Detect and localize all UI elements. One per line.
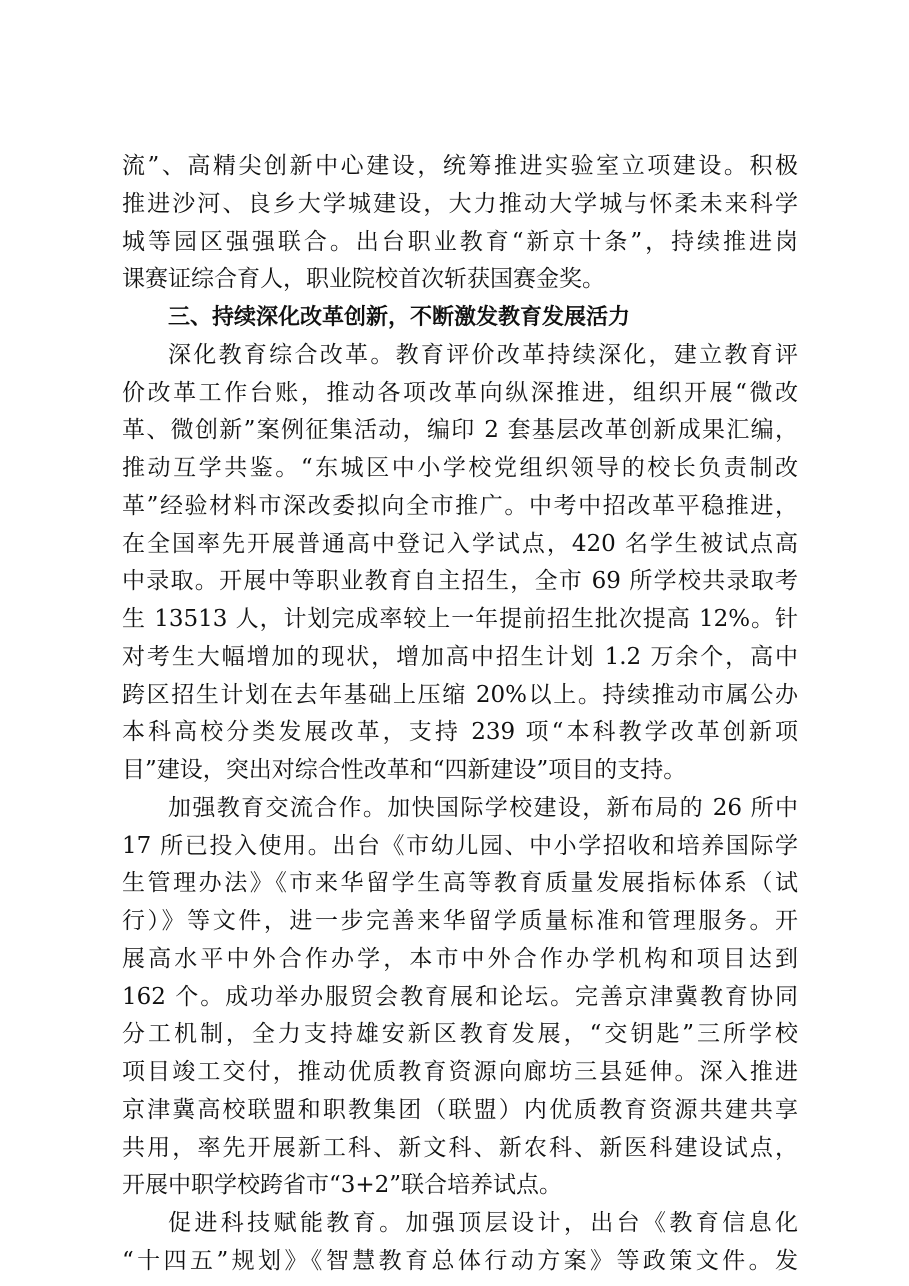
text-line: 流”、高精尖创新中心建设，统筹推进实验室立项建设。积极 — [122, 153, 798, 179]
paragraph-first-line: 加强教育交流合作。加快国际学校建设，新布局的 26 所中 — [168, 794, 798, 821]
text-line: 生管理办法》《市来华留学生高等教育质量发展指标体系（试 — [122, 870, 798, 897]
text-line: 展高水平中外合作办学，本市中外合作办学机构和项目达到 — [122, 945, 798, 972]
text-line: 跨区招生计划在去年基础上压缩 20%以上。持续推动市属公办 — [122, 681, 798, 708]
text-line: 中录取。开展中等职业教育自主招生，全市 69 所学校共录取考 — [122, 568, 798, 595]
text-line: 京津冀高校联盟和职教集团（联盟）内优质教育资源共建共享 — [122, 1096, 798, 1123]
document-body — [122, 148, 798, 1281]
text-line: 17 所已投入使用。出台《市幼儿园、中小学招收和培养国际学 — [122, 832, 798, 859]
text-line: 革、微创新”案例征集活动，编印 2 套基层改革创新成果汇编， — [122, 417, 798, 444]
text-line: 162 个。成功举办服贸会教育展和论坛。完善京津冀教育协同 — [122, 983, 798, 1010]
text-line: 课赛证综合育人，职业院校首次斩获国赛金奖。 — [122, 266, 605, 293]
text-line: 对考生大幅增加的现状，增加高中招生计划 1.2 万余个，高中 — [122, 643, 798, 670]
text-line: 生 13513 人，计划完成率较上一年提前招生批次提高 12%。针 — [122, 606, 798, 632]
paragraph-first-line: 促进科技赋能教育。加强顶层设计，出台《教育信息化 — [168, 1210, 798, 1236]
text-line: 开展中职学校跨省市“3+2”联合培养试点。 — [122, 1172, 563, 1199]
text-line: 项目竣工交付，推动优质教育资源向廊坊三县延伸。深入推进 — [122, 1059, 798, 1085]
text-line: 推进沙河、良乡大学城建设，大力推动大学城与怀柔未来科学 — [122, 190, 798, 217]
text-line: 分工机制，全力支持雄安新区教育发展，“交钥匙”三所学校 — [122, 1021, 798, 1048]
text-line: 价改革工作台账，推动各项改革向纵深推进，组织开展“微改 — [122, 379, 798, 406]
text-line: 共用，率先开展新工科、新文科、新农科、新医科建设试点， — [122, 1134, 798, 1161]
text-line: 行）》等文件，进一步完善来华留学质量标准和管理服务。开 — [122, 908, 798, 934]
paragraph-first-line: 深化教育综合改革。教育评价改革持续深化，建立教育评 — [168, 341, 798, 368]
text-line: 革”经验材料市深改委拟向全市推广。中考中招改革平稳推进， — [122, 492, 798, 519]
section-heading: 三、持续深化改革创新，不断激发教育发展活力 — [168, 305, 631, 330]
text-line: 推动互学共鉴。“东城区中小学校党组织领导的校长负责制改 — [122, 455, 798, 481]
text-line: 城等园区强强联合。出台职业教育“新京十条”，持续推进岗 — [122, 228, 798, 255]
text-line: “十四五”规划》《智慧教育总体行动方案》等政策文件。发 — [122, 1247, 798, 1274]
text-line: 本科高校分类发展改革，支持 239 项“本科教学改革创新项 — [122, 719, 798, 746]
text-line: 在全国率先开展普通高中登记入学试点，420 名学生被试点高 — [122, 530, 798, 557]
text-line: 目”建设，突出对综合性改革和“四新建设”项目的支持。 — [122, 757, 687, 783]
